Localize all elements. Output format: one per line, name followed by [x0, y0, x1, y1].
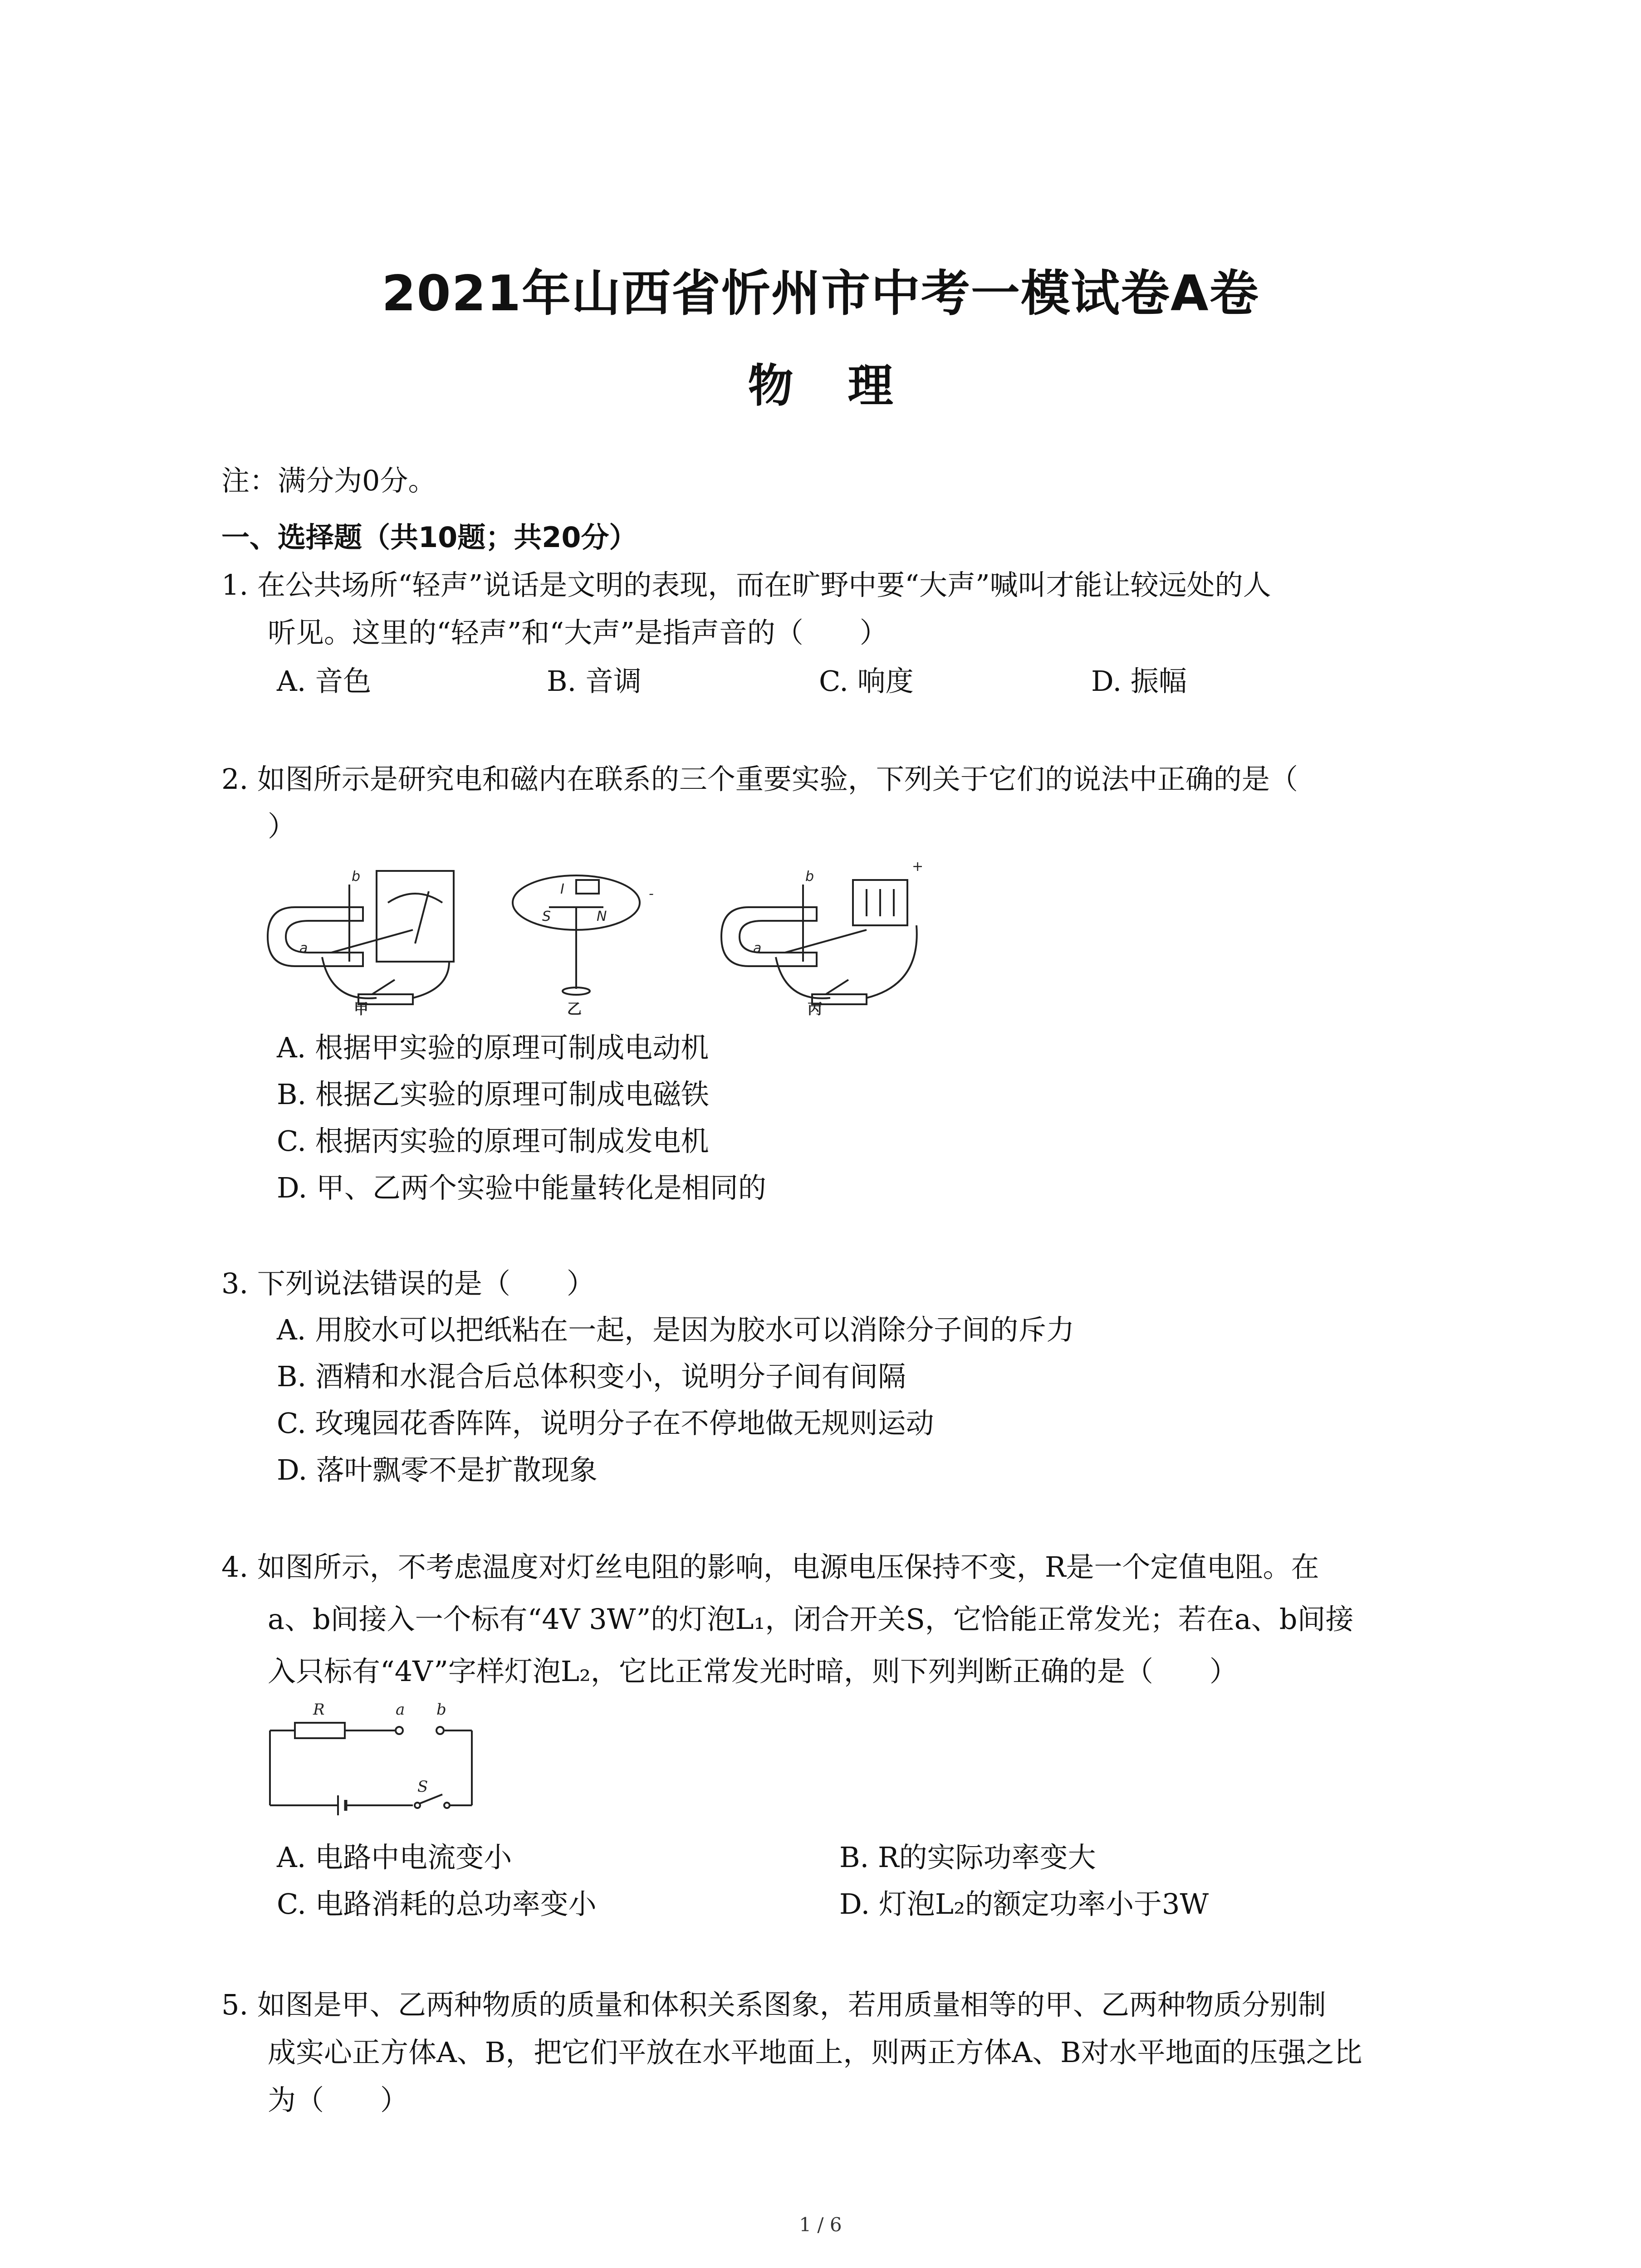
section-heading: 一、选择题（共10题；共20分） — [221, 521, 637, 554]
label-a: a — [396, 1701, 405, 1719]
option-c[interactable]: C. 玫瑰园花香阵阵，说明分子在不停地做无规则运动 — [277, 1407, 934, 1440]
question-text: 入只标有“4V”字样灯泡L₂，它比正常发光时暗，则下列判断正确的是（ ） — [268, 1655, 1238, 1688]
question-text: ） — [268, 810, 296, 843]
option-a[interactable]: A. 电路中电流变小 — [277, 1841, 512, 1874]
option-b[interactable]: B. R的实际功率变大 — [839, 1841, 1096, 1874]
page-number: 1 / 6 — [799, 2214, 842, 2236]
label-n-pole: N — [597, 909, 607, 924]
option-a[interactable]: A. 根据甲实验的原理可制成电动机 — [277, 1031, 709, 1064]
question-text: 成实心正方体A、B，把它们平放在水平地面上，则两正方体A、B对水平地面的压强之比 — [268, 2036, 1362, 2069]
option-c[interactable]: C. 电路消耗的总功率变小 — [277, 1887, 597, 1921]
circuit-diagram — [268, 1696, 495, 1823]
score-note: 注：满分为0分。 — [221, 464, 436, 497]
question-text: 听见。这里的“轻声”和“大声”是指声音的（ ） — [268, 616, 888, 649]
electromagnetism-experiments-figure — [259, 853, 966, 1016]
option-d[interactable]: D. 落叶飘零不是扩散现象 — [277, 1453, 598, 1486]
question-text: 2. 如图所示是研究电和磁内在联系的三个重要实验，下列关于它们的说法中正确的是（ — [221, 763, 1298, 796]
question-text: 3. 下列说法错误的是（ ） — [221, 1267, 595, 1300]
label-switch: S — [417, 1778, 428, 1796]
question-text: 4. 如图所示，不考虑温度对灯丝电阻的影响，电源电压保持不变，R是一个定值电阻。在 — [221, 1550, 1319, 1584]
label-s-pole: S — [542, 909, 551, 924]
question-text: 5. 如图是甲、乙两种物质的质量和体积关系图象，若用质量相等的甲、乙两种物质分别制 — [221, 1988, 1326, 2021]
label-b: b — [436, 1701, 446, 1719]
option-d[interactable]: D. 振幅 — [1091, 665, 1187, 698]
question-text: 1. 在公共场所“轻声”说话是文明的表现，而在旷野中要“大声”喊叫才能让较远处的人 — [221, 568, 1271, 601]
option-b[interactable]: B. 根据乙实验的原理可制成电磁铁 — [277, 1078, 709, 1111]
experiment-jia — [268, 871, 454, 1004]
label-b: b — [352, 869, 361, 885]
label-plus: + — [912, 859, 924, 875]
question-text: 为（ ） — [268, 2083, 409, 2116]
label-a: a — [299, 940, 308, 956]
option-b[interactable]: B. 音调 — [547, 665, 642, 698]
caption-yi: 乙 — [567, 1000, 582, 1016]
caption-jia: 甲 — [354, 1000, 369, 1016]
option-a[interactable]: A. 音色 — [277, 665, 372, 698]
option-d[interactable]: D. 甲、乙两个实验中能量转化是相同的 — [277, 1171, 766, 1204]
option-c[interactable]: C. 响度 — [819, 665, 914, 698]
option-a[interactable]: A. 用胶水可以把纸粘在一起，是因为胶水可以消除分子间的斥力 — [277, 1313, 1075, 1346]
option-b[interactable]: B. 酒精和水混合后总体积变小，说明分子间有间隔 — [277, 1360, 906, 1393]
label-minus: - — [649, 886, 654, 902]
exam-title: 2021年山西省忻州市中考一模试卷A卷 — [382, 265, 1259, 322]
label-resistor: R — [313, 1701, 325, 1719]
experiment-bing — [721, 880, 917, 1004]
option-c[interactable]: C. 根据丙实验的原理可制成发电机 — [277, 1124, 709, 1158]
label-a: a — [753, 940, 762, 956]
experiment-yi — [513, 875, 640, 995]
option-d[interactable]: D. 灯泡L₂的额定功率小于3W — [839, 1887, 1209, 1921]
question-text: a、b间接入一个标有“4V 3W”的灯泡L₁，闭合开关S，它恰能正常发光；若在a、b间接 — [268, 1603, 1354, 1636]
caption-bing: 丙 — [808, 1000, 823, 1016]
label-current: I — [560, 881, 564, 897]
subject-title: 物理 — [748, 359, 948, 412]
label-b: b — [805, 869, 814, 885]
